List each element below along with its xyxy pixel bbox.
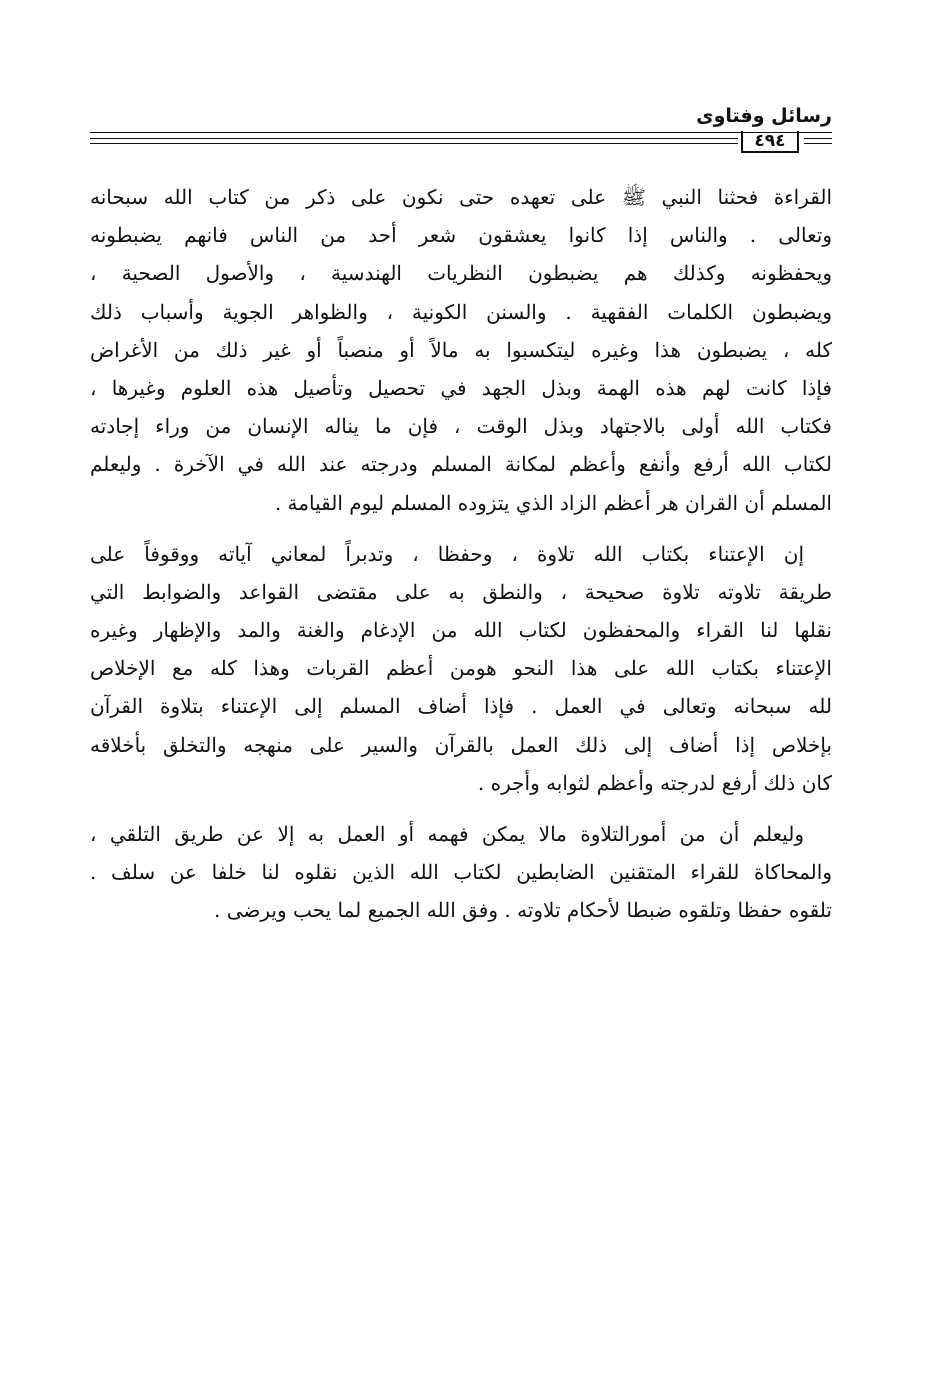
text-line: ويضبطون الكلمات الفقهية . والسنن الكونية ، والظواهر الجوية وأسباب ذلك bbox=[90, 299, 832, 324]
text-line: تلقوه حفظا وتلقوه ضبطا لأحكام تلاوته . وفق الله الجميع لما يحب ويرضى . bbox=[214, 898, 832, 923]
header-rule-thin bbox=[90, 132, 832, 133]
text-line: إن الإعتناء بكتاب الله تلاوة ، وحفظا ، وتدبراً لمعاني آياته ووقوفاً على bbox=[90, 541, 804, 566]
header-rule-double-left bbox=[90, 138, 738, 144]
running-title: رسائل وفتاوى bbox=[696, 105, 832, 127]
text-line: المسلم أن القران هر أعظم الزاد الذي يتزوده المسلم ليوم القيامة . bbox=[274, 490, 832, 515]
text-line: كان ذلك أرفع لدرجته وأعظم لثوابه وأجره . bbox=[477, 770, 832, 795]
text-line: نقلها لنا القراء والمحفظون لكتاب الله من الإدغام والغنة والمد والإظهار وغيره bbox=[90, 618, 832, 643]
text-line: طريقة تلاوته تلاوة صحيحة ، والنطق به على مقتضى القواعد والضوابط التي bbox=[90, 579, 832, 604]
text-line: ويحفظونه وكذلك هم يضبطون النظريات الهندسية ، والأصول الصحية ، bbox=[90, 261, 832, 286]
text-line: لكتاب الله أرفع وأنفع وأعظم لمكانة المسلم ودرجته عند الله في الآخرة . وليعلم bbox=[90, 452, 832, 477]
text-line: الإعتناء بكتاب الله على هذا النحو هومن أعظم القربات وهذا كله مع الإخلاص bbox=[90, 656, 832, 681]
header-rule-double-right bbox=[804, 138, 832, 144]
paragraph-1 bbox=[90, 178, 832, 522]
text-line: كله ، يضبطون هذا وغيره ليتكسبوا به مالاً أو منصباً أو غير ذلك من الأغراض bbox=[90, 337, 832, 362]
text-line: فكتاب الله أولى بالاجتهاد وبذل الوقت ، فإن ما يناله الإنسان من وراء إجادته bbox=[90, 414, 832, 439]
text-line: لله سبحانه وتعالى في العمل . فإذا أضاف المسلم إلى الإعتناء بتلاوة القرآن bbox=[90, 694, 832, 719]
text-line: القراءة فحثنا النبي ﷺ على تعهده حتى نكون على ذكر من كتاب الله سبحانه bbox=[90, 185, 832, 209]
page-number: ٤٩٤ bbox=[741, 131, 799, 153]
text-line: وليعلم أن من أمورالتلاوة مالا يمكن فهمه أو العمل به إلا عن طريق التلقي ، bbox=[90, 822, 805, 846]
paragraph-3 bbox=[90, 815, 832, 930]
text-line: بإخلاص إذا أضاف إلى ذلك العمل بالقرآن والسير على منهجه والتخلق بأخلاقه bbox=[90, 732, 832, 757]
text-line: والمحاكاة للقراء المتقنين الضابطين لكتاب الله الذين نقلوه لنا خلفا عن سلف . bbox=[90, 860, 832, 885]
page-header bbox=[90, 96, 832, 156]
paragraph-2 bbox=[90, 535, 832, 802]
text-line: وتعالى . والناس إذا كانوا يعشقون شعر أحد من الناس فانهم يضبطونه bbox=[90, 223, 832, 248]
page-body bbox=[90, 178, 832, 943]
text-line: فإذا كانت لهم هذه الهمة وبذل الجهد في تحصيل وتأصيل هذه العلوم وغيرها ، bbox=[90, 375, 832, 400]
